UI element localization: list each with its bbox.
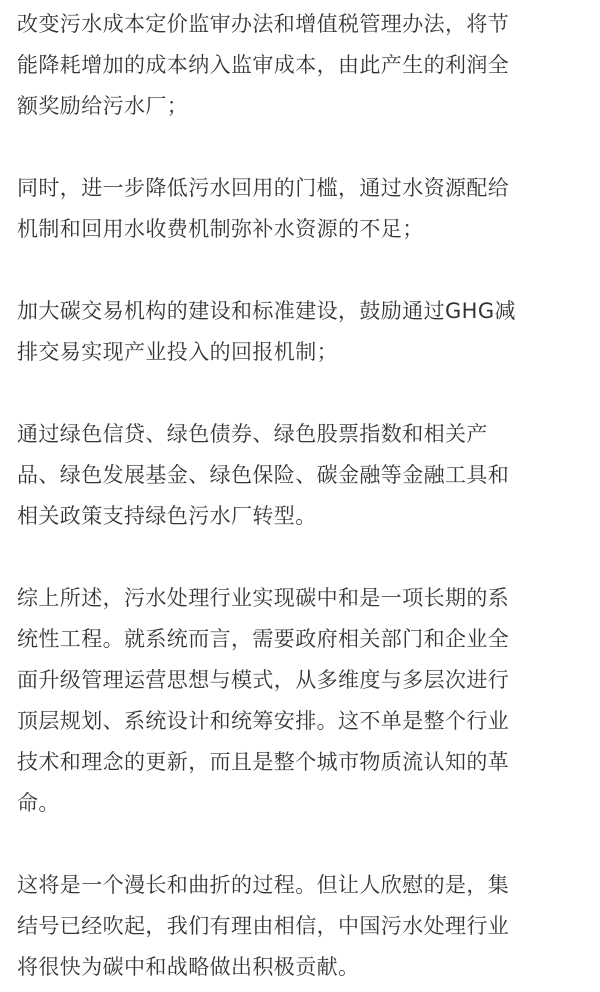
paragraph-carbon-trading: [17, 291, 586, 373]
paragraph-line: 命。: [17, 791, 60, 815]
paragraph-line: 通过绿色信贷、绿色债券、绿色股票指数和相关产: [17, 422, 488, 446]
paragraph-line: 品、绿色发展基金、绿色保险、碳金融等金融工具和: [17, 463, 510, 487]
paragraph-summary: [17, 578, 586, 824]
paragraph-line: 机制和回用水收费机制弥补水资源的不足；: [17, 217, 424, 241]
paragraph-line: 这将是一个漫长和曲折的过程。但让人欣慰的是，集: [17, 873, 510, 897]
paragraph-line: 加大碳交易机构的建设和标准建设，鼓励通过GHG减: [17, 299, 516, 323]
paragraph-line: 将很快为碳中和战略做出积极贡献。: [17, 955, 360, 979]
paragraph-pricing-policy: [17, 4, 586, 127]
paragraph-line: 综上所述，污水处理行业实现碳中和是一项长期的系: [17, 586, 510, 610]
paragraph-line: 同时，进一步降低污水回用的门槛，通过水资源配给: [17, 176, 510, 200]
paragraph-line: 额奖励给污水厂；: [17, 94, 189, 118]
paragraph-line: 能降耗增加的成本纳入监审成本，由此产生的利润全: [17, 53, 510, 77]
paragraph-line: 排交易实现产业投入的回报机制；: [17, 340, 338, 364]
paragraph-line: 结号已经吹起，我们有理由相信，中国污水处理行业: [17, 914, 510, 938]
paragraph-green-finance: [17, 414, 586, 537]
paragraph-line: 统性工程。就系统而言，需要政府相关部门和企业全: [17, 627, 510, 651]
paragraph-line: 相关政策支持绿色污水厂转型。: [17, 504, 317, 528]
paragraph-line: 技术和理念的更新，而且是整个城市物质流认知的革: [17, 750, 510, 774]
paragraph-line: 顶层规划、系统设计和统筹安排。这不单是整个行业: [17, 709, 510, 733]
paragraph-line: 面升级管理运营思想与模式，从多维度与多层次进行: [17, 668, 510, 692]
paragraph-water-reuse: [17, 168, 586, 250]
paragraph-conclusion: [17, 865, 586, 988]
paragraph-line: 改变污水成本定价监审办法和增值税管理办法，将节: [17, 12, 510, 36]
